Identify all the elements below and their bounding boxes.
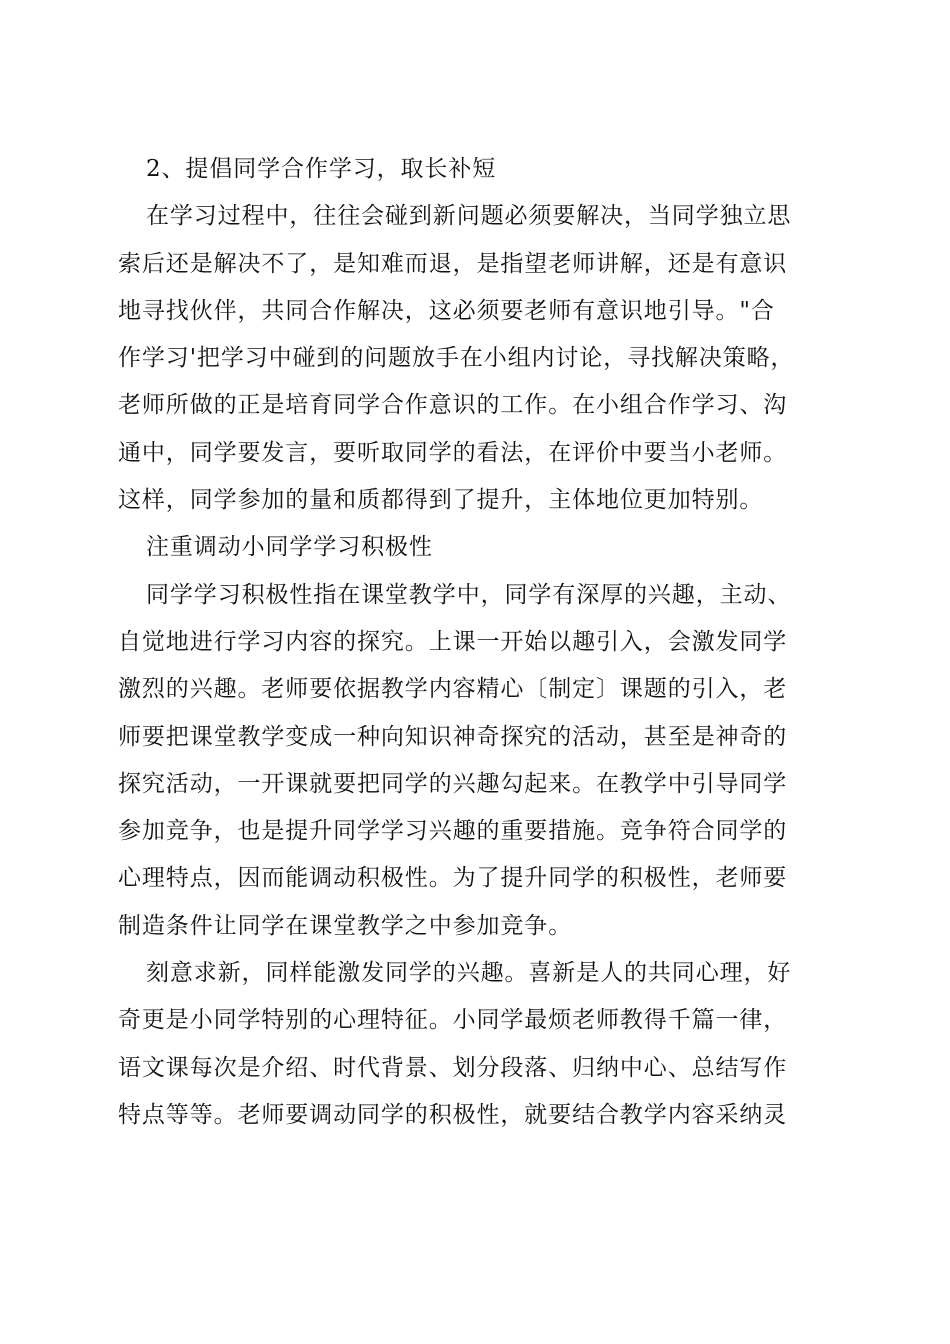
text-line: 激烈的兴趣。老师要依据教学内容精心〔制定〕课题的引入，老 <box>118 676 788 703</box>
text-line: 师要把课堂教学变成一种向知识神奇探究的活动，甚至是神奇的 <box>118 723 788 750</box>
text-line: 作学习'把学习中碰到的问题放手在小组内讨论，寻找解决策略， <box>118 345 795 372</box>
text-line: 这样，同学参加的量和质都得到了提升，主体地位更加特别。 <box>118 487 764 514</box>
text-line: 探究活动，一开课就要把同学的兴趣勾起来。在教学中引导同学 <box>118 770 788 797</box>
text-line: 自觉地进行学习内容的探究。上课一开始以趣引入，会激发同学 <box>118 628 788 655</box>
text-line: 语文课每次是介绍、时代背景、划分段落、归纳中心、总结写作 <box>118 1054 788 1081</box>
document-body <box>118 146 838 1139</box>
section-heading: 注重调动小同学学习积极性 <box>146 534 433 561</box>
text-line: 老师所做的正是培育同学合作意识的工作。在小组合作学习、沟 <box>118 392 788 419</box>
text-line: 心理特点，因而能调动积极性。为了提升同学的积极性，老师要 <box>118 865 788 892</box>
text-line: 在学习过程中，往往会碰到新问题必须要解决，当同学独立思 <box>146 203 792 230</box>
text-line: 刻意求新，同样能激发同学的兴趣。喜新是人的共同心理，好 <box>146 960 792 987</box>
text-line: 通中，同学要发言，要听取同学的看法，在评价中要当小老师。 <box>118 439 788 466</box>
text-line: 特点等等。老师要调动同学的积极性，就要结合教学内容采纳灵 <box>118 1101 788 1128</box>
text-line: 制造条件让同学在课堂教学之中参加竞争。 <box>118 912 573 939</box>
text-line: 同学学习积极性指在课堂教学中，同学有深厚的兴趣，主动、 <box>146 581 792 608</box>
text-line: 索后还是解决不了，是知难而退，是指望老师讲解，还是有意识 <box>118 250 788 277</box>
text-line: 地寻找伙伴，共同合作解决，这必须要老师有意识地引导。"合 <box>118 297 775 324</box>
text-line: 奇更是小同学特别的心理特征。小同学最烦老师教得千篇一律， <box>118 1007 788 1034</box>
text-line: 2、提倡同学合作学习，取长补短 <box>146 156 497 182</box>
text-line: 参加竞争，也是提升同学学习兴趣的重要措施。竞争符合同学的 <box>118 818 788 845</box>
